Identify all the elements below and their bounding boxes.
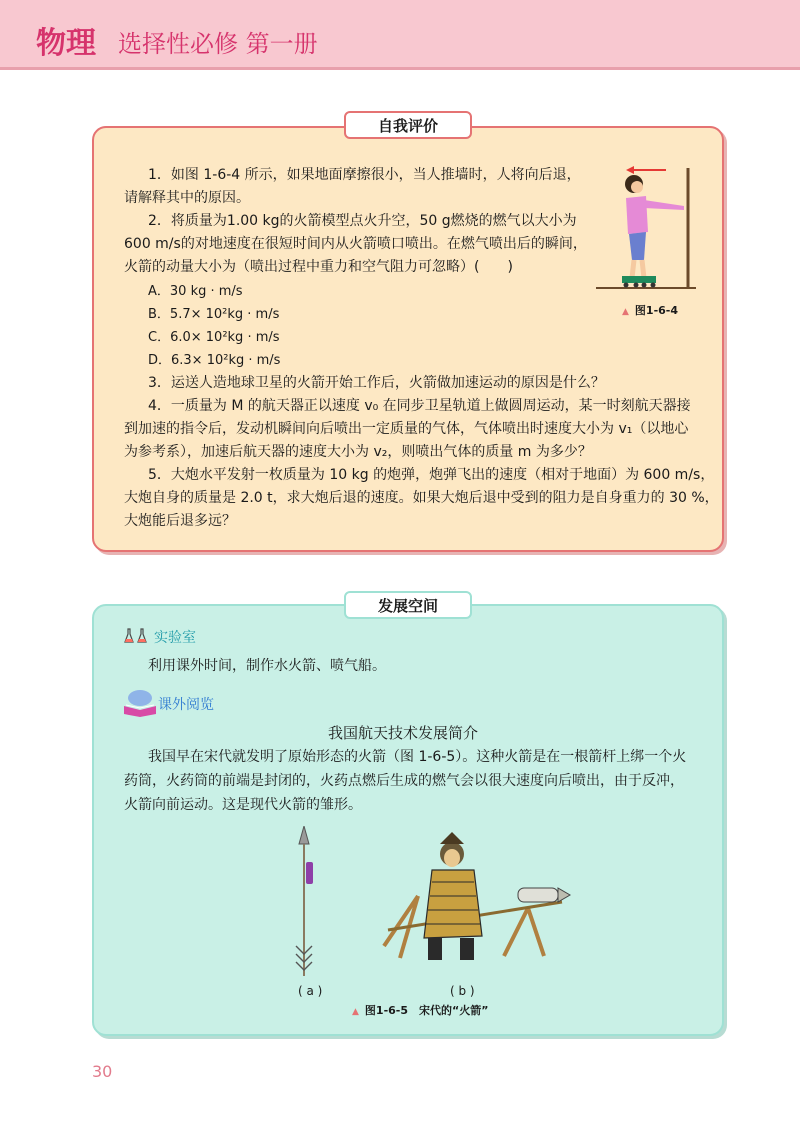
development-title: 发展空间	[344, 591, 472, 619]
article-line-2: 药筒，火药筒的前端是封闭的，火药点燃后生成的燃气会以很大速度向后喷出，由于反冲，	[124, 773, 684, 789]
article-line-3: 火箭向前运动。这是现代火箭的雏形。	[124, 797, 362, 813]
q5-line-3: 大炮能后退多远？	[124, 513, 236, 529]
option-d: D．6.3× 10²kg · m/s	[148, 353, 281, 368]
book-title: 选择性必修 第一册	[118, 30, 318, 58]
book-icon	[122, 688, 158, 718]
flask-icon	[124, 628, 150, 644]
q5-line-2: 大炮自身的质量是 2.0 t，求大炮后退的速度。如果大炮后退中受到的阻力是自身重力的 30 %，	[124, 490, 719, 506]
q4-line-1: 4．一质量为 M 的航天器正以速度 v₀ 在同步卫星轨道上做圆周运动，某一时刻航天器接	[148, 398, 691, 414]
article-line-1: 我国早在宋代就发明了原始形态的火箭（图 1-6-5）。这种火箭是在一根箭杆上绑一个火	[148, 749, 687, 765]
reading-section-title: 课外阅览	[158, 697, 214, 713]
q4-line-2: 到加速的指令后，发动机瞬间向后喷出一定质量的气体，气体喷出时速度大小为 v₁（以地心	[124, 421, 689, 437]
option-c: C．6.0× 10²kg · m/s	[148, 330, 280, 345]
figure-song-arrow-rocket	[290, 826, 322, 978]
figure-label-a: ( a )	[298, 984, 323, 998]
q1-line-2: 请解释其中的原因。	[124, 190, 250, 206]
self-evaluation-title: 自我评价	[344, 111, 472, 139]
q2-line-1: 2．将质量为1.00 kg的火箭模型点火升空，50 g燃烧的燃气以大小为	[148, 213, 577, 229]
article-title: 我国航天技术发展简介	[328, 724, 479, 742]
q3: 3．运送人造地球卫星的火箭开始工作后，火箭做加速运动的原因是什么？	[148, 375, 605, 391]
lab-section-title: 实验室	[154, 630, 196, 646]
figure-1-6-4-caption: ▲ 图1-6-4	[622, 304, 679, 317]
q2-line-3: 火箭的动量大小为（喷出过程中重力和空气阻力可忽略）( )	[124, 259, 513, 275]
option-a: A．30 kg · m/s	[148, 284, 243, 299]
option-b: B．5.7× 10²kg · m/s	[148, 307, 280, 322]
figure-person-pushing-wall	[596, 160, 706, 300]
q5-line-1: 5．大炮水平发射一枚质量为 10 kg 的炮弹，炮弹飞出的速度（相对于地面）为 600 m/s，	[148, 467, 715, 483]
q4-line-3: 为参考系），加速后航天器的速度大小为 v₂，则喷出气体的质量 m 为多少？	[124, 444, 592, 460]
page-header	[0, 0, 800, 70]
caption-marker-icon: ▲	[622, 307, 629, 317]
figure-song-soldier-rocket-launcher	[378, 826, 574, 972]
subject-title: 物理	[36, 26, 96, 61]
lab-text: 利用课外时间，制作水火箭、喷气船。	[148, 658, 386, 674]
figure-label-b: ( b )	[450, 984, 475, 998]
figure-1-6-5-caption: ▲ 图1-6-5 宋代的“火箭”	[352, 1004, 489, 1017]
q2-line-2: 600 m/s的对地速度在很短时间内从火箭喷口喷出。在燃气喷出后的瞬间，	[124, 236, 587, 252]
page-number: 30	[92, 1062, 113, 1081]
q1-line-1: 1．如图 1-6-4 所示，如果地面摩擦很小，当人推墙时，人将向后退，	[148, 167, 581, 183]
caption-marker-icon: ▲	[352, 1007, 359, 1017]
